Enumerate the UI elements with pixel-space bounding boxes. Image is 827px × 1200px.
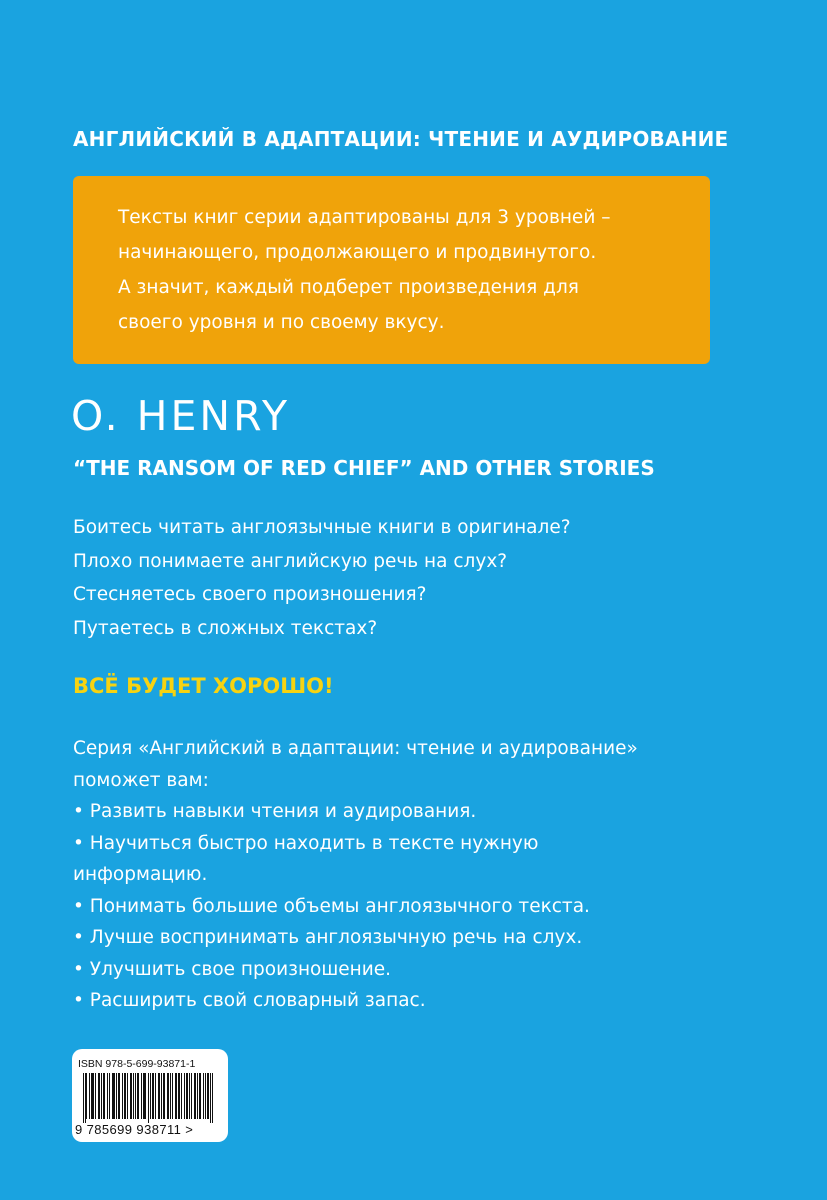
level-info-line: Тексты книг серии адаптированы для 3 уровней – xyxy=(118,207,611,228)
barcode-icon xyxy=(83,1073,217,1123)
benefit-item: • Лучше воспринимать англоязычную речь на слух. xyxy=(73,927,583,948)
barcode-digits: 9 785699 938711 > xyxy=(75,1122,194,1137)
question-line: Путаетесь в сложных текстах? xyxy=(73,617,378,639)
level-info-line: своего уровня и по своему вкусу. xyxy=(118,312,445,333)
benefits-intro-line: поможет вам: xyxy=(73,769,209,791)
question-line: Боитесь читать англоязычные книги в оригинале? xyxy=(73,517,571,538)
benefit-item: • Улучшить свое произношение. xyxy=(73,958,392,980)
author-name: O. HENRY xyxy=(71,392,290,440)
level-info-line: начинающего, продолжающего и продвинутого. xyxy=(118,242,597,263)
benefit-item: • Научиться быстро находить в тексте нужную xyxy=(73,832,539,854)
level-info-line: А значит, каждый подберет произведения для xyxy=(118,277,579,298)
questions-block xyxy=(73,511,571,645)
question-line: Плохо понимаете английскую речь на слух? xyxy=(73,550,508,572)
benefit-item: информацию. xyxy=(73,864,208,885)
question-line: Стесняетесь своего произношения? xyxy=(73,584,427,605)
benefits-intro-line: Серия «Английский в адаптации: чтение и аудирование» xyxy=(73,738,638,759)
benefit-item: • Развить навыки чтения и аудирования. xyxy=(73,801,477,822)
isbn-label: ISBN 978-5-699-93871-1 xyxy=(78,1058,196,1070)
benefit-item: • Расширить свой словарный запас. xyxy=(73,990,426,1011)
level-info-text xyxy=(118,200,698,340)
benefit-item: • Понимать большие объемы англоязычного текста. xyxy=(73,895,590,917)
book-title: “THE RANSOM OF RED CHIEF” AND OTHER STORIES xyxy=(73,456,655,480)
level-info-box xyxy=(73,176,710,364)
barcode-box xyxy=(72,1049,228,1142)
series-heading: АНГЛИЙСКИЙ В АДАПТАЦИИ: ЧТЕНИЕ И АУДИРОВАНИЕ xyxy=(73,127,729,151)
benefits-block xyxy=(73,733,638,1017)
slogan: ВСЁ БУДЕТ ХОРОШО! xyxy=(73,674,334,698)
